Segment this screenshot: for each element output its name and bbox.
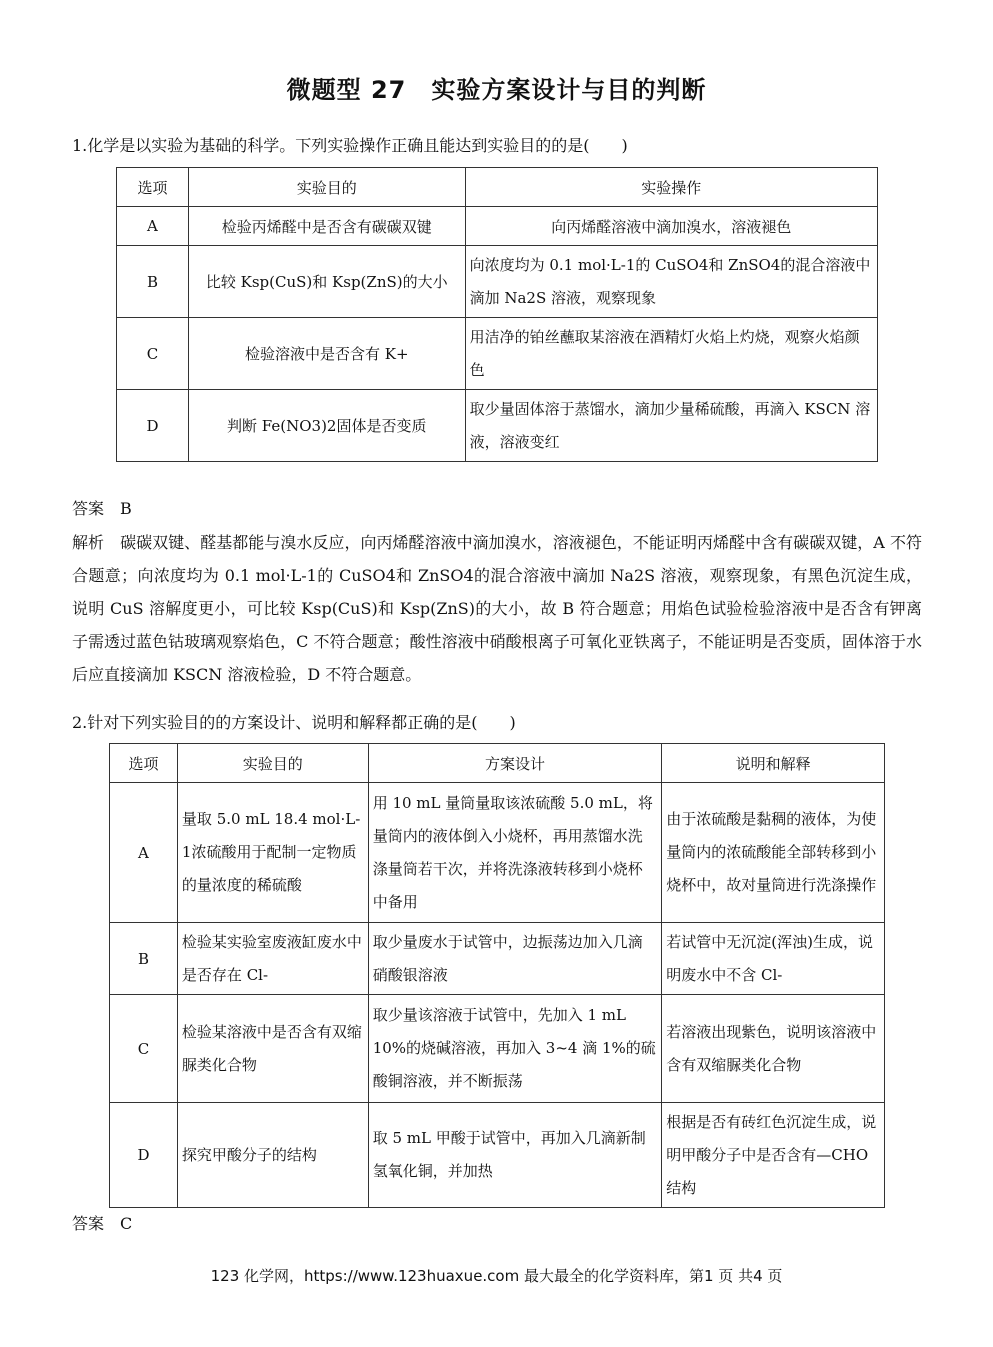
- header-option: 选项: [110, 744, 178, 783]
- header-operation: 实验操作: [465, 168, 877, 207]
- explanation-cell: 由于浓硫酸是黏稠的液体，为使量筒内的浓硫酸能全部转移到小烧杯中，故对量筒进行洗涤操作: [662, 783, 885, 923]
- design-cell: 取 5 mL 甲酸于试管中，再加入几滴新制氢氧化铜，并加热: [368, 1103, 662, 1208]
- purpose-cell: 检验溶液中是否含有 K+: [188, 318, 465, 390]
- purpose-cell: 判断 Fe(NO3)2固体是否变质: [188, 390, 465, 462]
- purpose-cell: 量取 5.0 mL 18.4 mol·L-1浓硫酸用于配制一定物质的量浓度的稀硫酸: [177, 783, 368, 923]
- purpose-cell: 检验某溶液中是否含有双缩脲类化合物: [177, 995, 368, 1103]
- purpose-cell: 检验某实验室废液缸废水中是否存在 Cl-: [177, 923, 368, 995]
- option-label: D: [117, 390, 189, 462]
- operation-cell: 向丙烯醛溶液中滴加溴水，溶液褪色: [465, 207, 877, 246]
- table-header-row: [117, 168, 878, 207]
- question-2-stem: 2.针对下列实验目的的方案设计、说明和解释都正确的是( ): [72, 713, 516, 732]
- table-row: [117, 390, 878, 462]
- option-label: C: [110, 995, 178, 1103]
- explanation-cell: 若溶液出现紫色，说明该溶液中含有双缩脲类化合物: [662, 995, 885, 1103]
- option-label: D: [110, 1103, 178, 1208]
- table-row: [110, 995, 885, 1103]
- option-label: B: [117, 246, 189, 318]
- design-cell: 用 10 mL 量筒量取该浓硫酸 5.0 mL，将量筒内的液体倒入小烧杯，再用蒸馏水洗涤量筒若干次，并将洗涤液转移到小烧杯中备用: [368, 783, 662, 923]
- question-1-table: [116, 167, 878, 462]
- purpose-cell: 比较 Ksp(CuS)和 Ksp(ZnS)的大小: [188, 246, 465, 318]
- question-2-table: [109, 743, 885, 1208]
- option-label: C: [117, 318, 189, 390]
- page-title: 微题型 27 实验方案设计与目的判断: [286, 76, 707, 104]
- table-row: [117, 246, 878, 318]
- header-explanation: 说明和解释: [662, 744, 885, 783]
- purpose-cell: 检验丙烯醛中是否含有碳碳双键: [188, 207, 465, 246]
- option-label: A: [110, 783, 178, 923]
- design-cell: 取少量废水于试管中，边振荡边加入几滴硝酸银溶液: [368, 923, 662, 995]
- header-purpose: 实验目的: [177, 744, 368, 783]
- question-2-answer: 答案 C: [72, 1214, 133, 1233]
- table-row: [117, 207, 878, 246]
- operation-cell: 向浓度均为 0.1 mol·L-1的 CuSO4和 ZnSO4的混合溶液中滴加 Na2S 溶液，观察现象: [465, 246, 877, 318]
- header-design: 方案设计: [368, 744, 662, 783]
- design-cell: 取少量该溶液于试管中，先加入 1 mL 10%的烧碱溶液，再加入 3~4 滴 1%的硫酸铜溶液，并不断振荡: [368, 995, 662, 1103]
- header-option: 选项: [117, 168, 189, 207]
- question-1-stem: 1.化学是以实验为基础的科学。下列实验操作正确且能达到实验目的的是( ): [72, 136, 628, 155]
- question-1-analysis: 解析 碳碳双键、醛基都能与溴水反应，向丙烯醛溶液中滴加溴水，溶液褪色，不能证明丙烯醛中含有碳碳双键，A 不符合题意；向浓度均为 0.1 mol·L-1的 CuSO4和 ZnSO4的混合溶液中滴加 Na2S 溶液，观察现象，有黑色沉淀生成，说明 CuS 溶解度更小，可比较 Ksp(CuS)和 Ksp(ZnS)的大小，故 B 符合题意；用焰色试验检验溶液中是否含有钾离子需透过蓝色钴玻璃观察焰色，C 不符合题意；酸性溶液中硝酸根离子可氧化亚铁离子，不能证明是否变质，固体溶于水后应直接滴加 KSCN 溶液检验，D 不符合题意。: [72, 533, 922, 684]
- table-row: [110, 783, 885, 923]
- table-header-row: [110, 744, 885, 783]
- header-purpose: 实验目的: [188, 168, 465, 207]
- table-row: [117, 318, 878, 390]
- operation-cell: 取少量固体溶于蒸馏水，滴加少量稀硫酸，再滴入 KSCN 溶液，溶液变红: [465, 390, 877, 462]
- table-row: [110, 923, 885, 995]
- option-label: B: [110, 923, 178, 995]
- table-row: [110, 1103, 885, 1208]
- explanation-cell: 根据是否有砖红色沉淀生成，说明甲酸分子中是否含有—CHO 结构: [662, 1103, 885, 1208]
- page-footer: 123 化学网，https://www.123huaxue.com 最大最全的化学资料库，第1 页 共4 页: [210, 1267, 783, 1285]
- explanation-cell: 若试管中无沉淀(浑浊)生成，说明废水中不含 Cl-: [662, 923, 885, 995]
- purpose-cell: 探究甲酸分子的结构: [177, 1103, 368, 1208]
- question-1-answer: 答案 B: [72, 499, 132, 518]
- operation-cell: 用洁净的铂丝蘸取某溶液在酒精灯火焰上灼烧，观察火焰颜色: [465, 318, 877, 390]
- option-label: A: [117, 207, 189, 246]
